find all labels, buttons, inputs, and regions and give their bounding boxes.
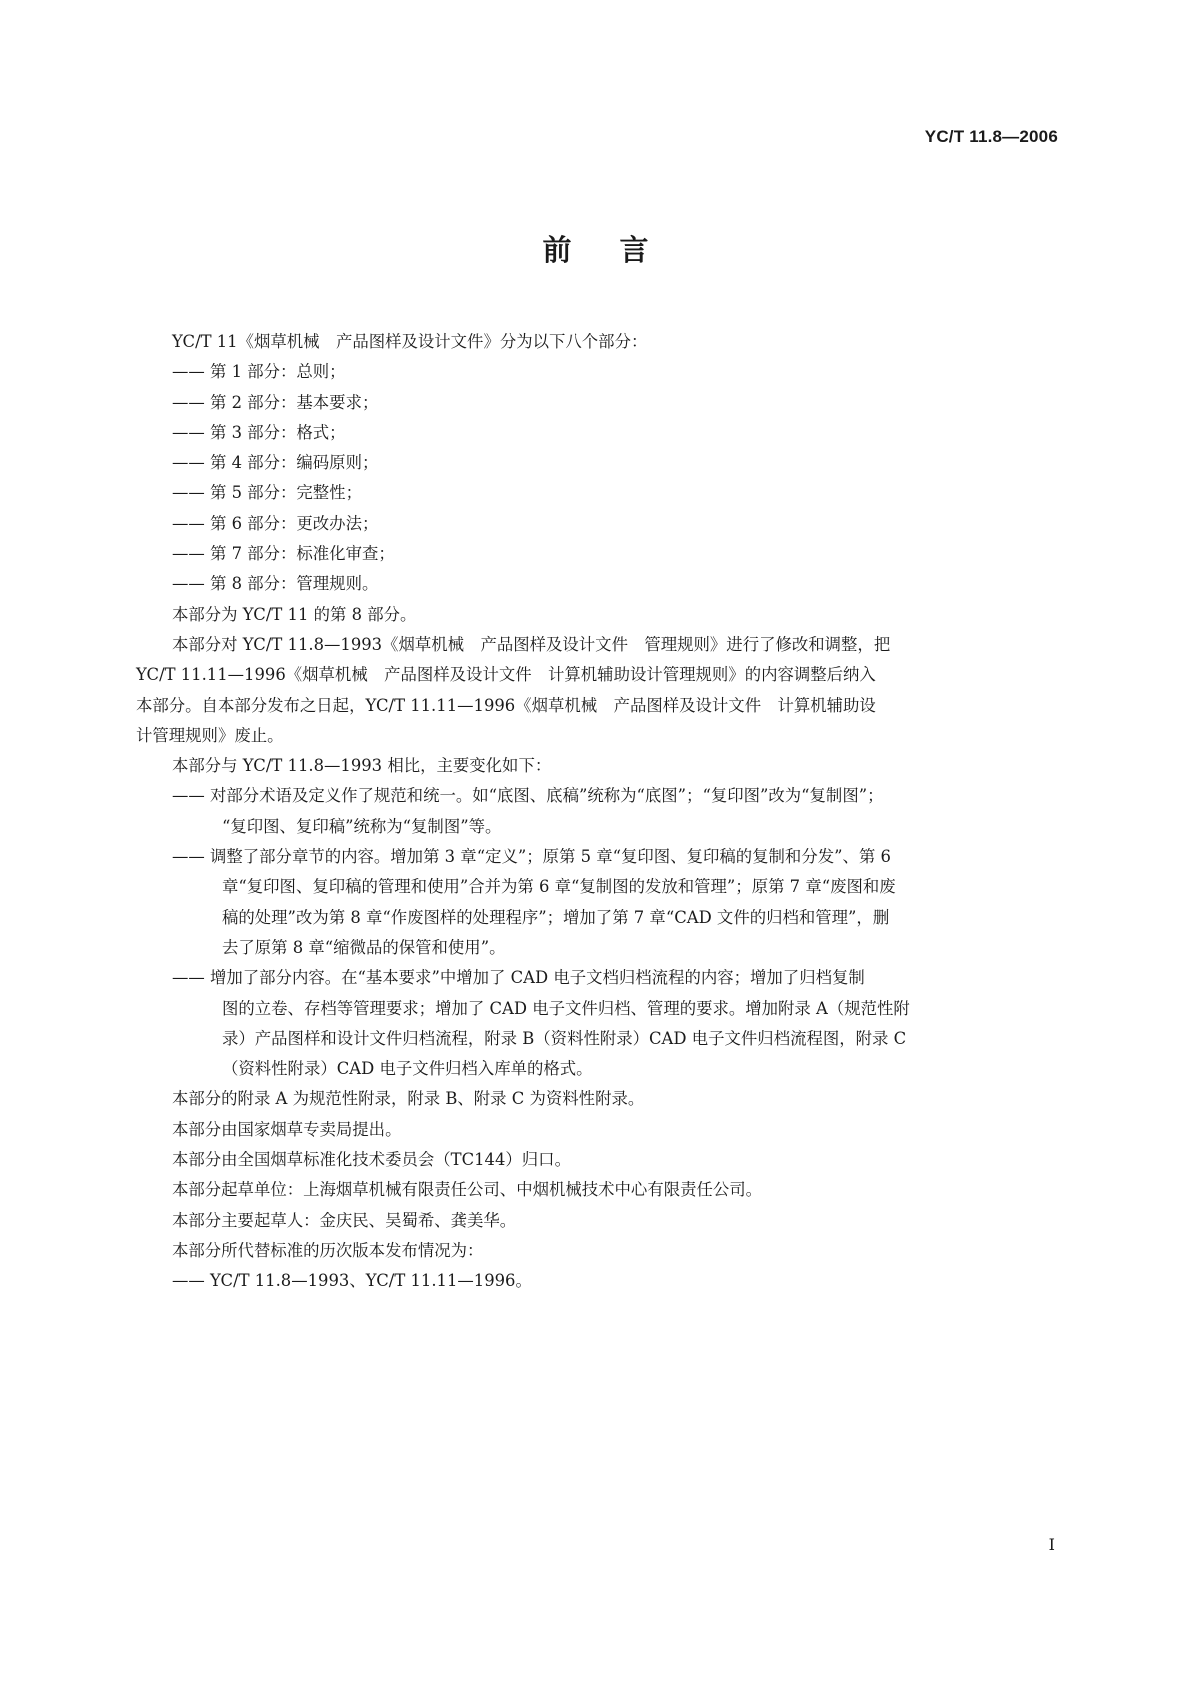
paragraph-line: 本部分。自本部分发布之日起，YC/T 11.11—1996《烟草机械 产品图样及设计文件 计算机辅助设: [136, 695, 876, 715]
list-item: —— 第 5 部分：完整性；: [172, 483, 362, 503]
change-line: —— 调整了部分章节的内容。增加第 3 章“定义”；原第 5 章“复印图、复印稿的复制和分发”、第 6: [172, 847, 891, 867]
change-line: 图的立卷、存档等管理要求；增加了 CAD 电子文件归档、管理的要求。增加附录 A（规范性附: [222, 998, 910, 1018]
change-line: 去了原第 8 章“缩微品的保管和使用”。: [222, 937, 506, 957]
change-line: —— 对部分术语及定义作了规范和统一。如“底图、底稿”统称为“底图”；“复印图”改为“复制图”；: [172, 786, 884, 806]
change-item: [136, 781, 1061, 842]
list-item: —— 第 3 部分：格式；: [172, 422, 346, 442]
closing-line: 本部分由国家烟草专卖局提出。: [172, 1119, 402, 1139]
replaced-standards: —— YC/T 11.8—1993、YC/T 11.11—1996。: [172, 1271, 532, 1291]
closing-line: 本部分起草单位：上海烟草机械有限责任公司、中烟机械技术中心有限责任公司。: [172, 1180, 763, 1200]
closing-line: 本部分由全国烟草标准化技术委员会（TC144）归口。: [172, 1150, 571, 1170]
list-item: —— 第 4 部分：编码原则；: [172, 453, 379, 473]
change-line: 稿的处理”改为第 8 章“作废图样的处理程序”；增加了第 7 章“CAD 文件的归档和管理”，删: [222, 907, 890, 927]
standard-code: YC/T 11.8—2006: [924, 127, 1058, 146]
list-item: —— 第 1 部分：总则；: [172, 362, 346, 382]
page-number: I: [1048, 1535, 1055, 1554]
revision-paragraph: [136, 630, 1061, 751]
list-item: —— 第 2 部分：基本要求；: [172, 392, 379, 412]
closing-line: 本部分主要起草人：金庆民、吴蜀希、龚美华。: [172, 1210, 517, 1230]
list-item: —— 第 7 部分：标准化审查；: [172, 544, 395, 564]
this-part-paragraph: 本部分为 YC/T 11 的第 8 部分。: [172, 604, 417, 624]
page-title: 前言: [542, 233, 697, 267]
closing-line: 本部分所代替标准的历次版本发布情况为：: [172, 1240, 484, 1260]
parts-list: [136, 357, 1061, 599]
changes-intro-paragraph: 本部分与 YC/T 11.8—1993 相比，主要变化如下：: [172, 756, 552, 776]
change-line: —— 增加了部分内容。在“基本要求”中增加了 CAD 电子文档归档流程的内容；增加了归档复制: [172, 968, 865, 988]
paragraph-line: YC/T 11.11—1996《烟草机械 产品图样及设计文件 计算机辅助设计管理规则》的内容调整后纳入: [136, 665, 876, 685]
closing-line: 本部分的附录 A 为规范性附录，附录 B、附录 C 为资料性附录。: [172, 1089, 645, 1109]
change-item: [136, 842, 1061, 963]
paragraph-line: 计管理规则》废止。: [136, 725, 284, 745]
paragraph-line: 本部分对 YC/T 11.8—1993《烟草机械 产品图样及设计文件 管理规则》进行了修改和调整，把: [172, 634, 891, 654]
change-line: “复印图、复印稿”统称为“复制图”等。: [222, 816, 502, 836]
intro-paragraph: YC/T 11《烟草机械 产品图样及设计文件》分为以下八个部分：: [172, 332, 648, 351]
change-item: [136, 963, 1061, 1084]
changes-list: [136, 781, 1061, 1084]
change-line: 录）产品图样和设计文件归档流程，附录 B（资料性附录）CAD 电子文件归档流程图，附录 C: [222, 1028, 907, 1048]
list-item: —— 第 6 部分：更改办法；: [172, 513, 379, 533]
document-body: [136, 327, 1061, 1297]
closing-paragraphs: [136, 1084, 1061, 1266]
change-line: （资料性附录）CAD 电子文件归档入库单的格式。: [222, 1059, 593, 1079]
list-item: —— 第 8 部分：管理规则。: [172, 574, 379, 594]
change-line: 章“复印图、复印稿的管理和使用”合并为第 6 章“复制图的发放和管理”；原第 7 章“废图和废: [222, 877, 896, 897]
